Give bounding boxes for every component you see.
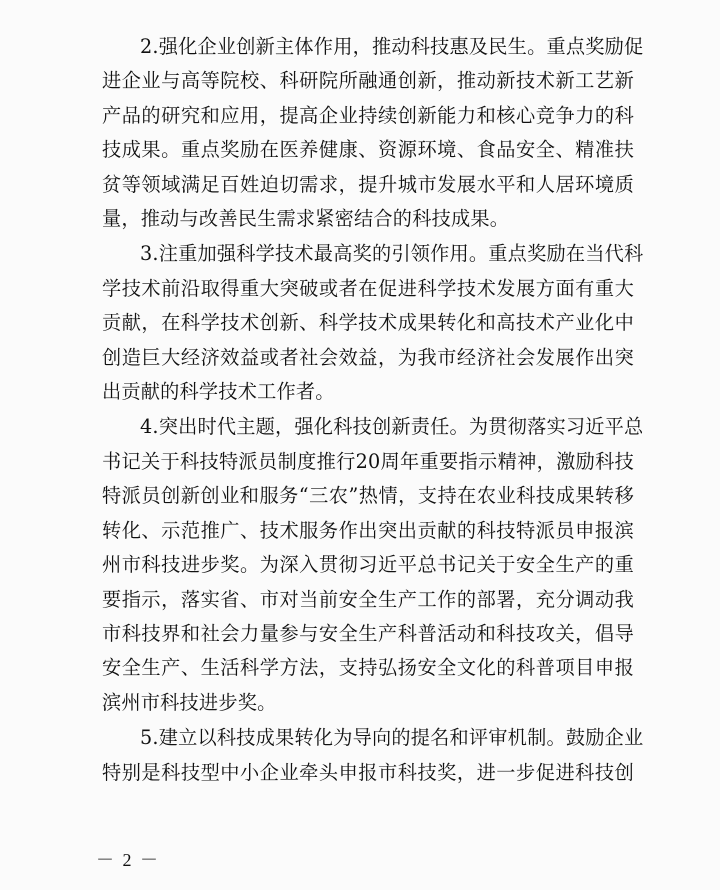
paragraph-3 bbox=[102, 237, 644, 409]
text-line: 5.建立以科技成果转化为导向的提名和评审机制。鼓励企业 bbox=[140, 726, 644, 750]
text-line: 学技术前沿取得重大突破或者在促进科学技术发展方面有重大 bbox=[102, 276, 634, 300]
text-line: 滨州市科技进步奖。 bbox=[102, 690, 277, 714]
text-line: 书记关于科技特派员制度推行20周年重要指示精神，激励科技 bbox=[102, 449, 634, 473]
text-line: 产品的研究和应用，提高企业持续创新能力和核心竞争力的科 bbox=[102, 103, 634, 127]
text-line: 贡献，在科学技术创新、科学技术成果转化和高技术产业化中 bbox=[102, 311, 634, 335]
text-line: 特别是科技型中小企业牵头申报市科技奖，进一步促进科技创 bbox=[102, 760, 634, 784]
text-line: 州市科技进步奖。为深入贯彻习近平总书记关于安全生产的重 bbox=[102, 553, 634, 577]
paragraph-2 bbox=[102, 30, 644, 236]
text-line: 进企业与高等院校、科研院所融通创新，推动新技术新工艺新 bbox=[102, 69, 634, 93]
text-line: 技成果。重点奖励在医养健康、资源环境、食品安全、精准扶 bbox=[102, 138, 634, 162]
text-line: 量，推动与改善民生需求紧密结合的科技成果。 bbox=[102, 207, 510, 231]
document-body bbox=[102, 30, 644, 790]
text-line: 转化、示范推广、技术服务作出突出贡献的科技特派员申报滨 bbox=[102, 518, 634, 542]
text-line: 安全生产、生活科学方法，支持弘扬安全文化的科普项目申报 bbox=[102, 656, 634, 680]
text-line: 2.强化企业创新主体作用，推动科技惠及民生。重点奖励促 bbox=[140, 35, 644, 58]
text-line: 要指示，落实省、市对当前安全生产工作的部署，充分调动我 bbox=[102, 587, 634, 611]
text-line: 市科技界和社会力量参与安全生产科普活动和科技攻关，倡导 bbox=[102, 621, 634, 645]
text-line: 创造巨大经济效益或者社会效益，为我市经济社会发展作出突 bbox=[102, 345, 634, 369]
page-number: － 2 － bbox=[96, 850, 160, 870]
text-line: 出贡献的科学技术工作者。 bbox=[102, 380, 335, 404]
paragraph-4 bbox=[102, 410, 644, 720]
text-line: 特派员创新创业和服务“三农”热情，支持在农业科技成果转移 bbox=[102, 484, 634, 508]
text-line: 贫等领域满足百姓迫切需求，提升城市发展水平和人居环境质 bbox=[102, 172, 634, 196]
paragraph-5 bbox=[102, 721, 644, 790]
text-line: 4.突出时代主题，强化科技创新责任。为贯彻落实习近平总 bbox=[140, 415, 644, 439]
text-line: 3.注重加强科学技术最高奖的引领作用。重点奖励在当代科 bbox=[140, 242, 644, 266]
